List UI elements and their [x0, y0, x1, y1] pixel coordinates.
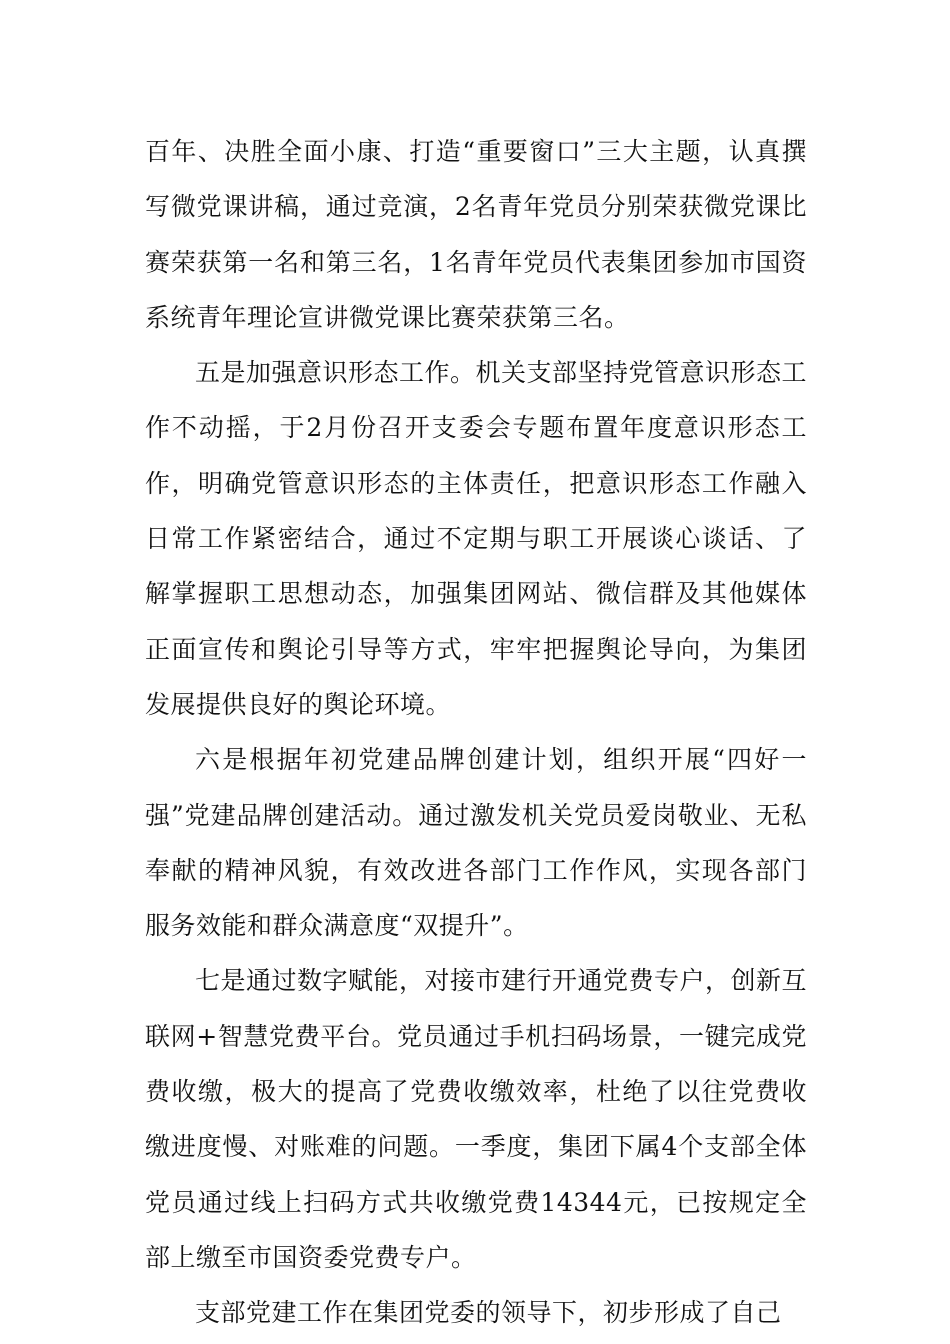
paragraph-summary: 支部党建工作在集团党委的领导下，初步形成了自己 — [195, 1298, 782, 1328]
paragraph-ideology-work: 五是加强意识形态工作。机关支部坚持党管意识形态工作不动摇，于2月份召开支委会专题布置年度意识形态工作，明确党管意识形态的主体责任，把意识形态工作融入日常工作紧密结合，通过不定期与职工开展谈心谈话、了解掌握职工思想动态，加强集团网站、微信群及其他媒体正面宣传和舆论引导等方式，牢牢把握舆论导向，为集团发展提供良好的舆论环境。 — [145, 358, 808, 719]
document-body — [145, 124, 807, 1341]
paragraph-continuation: 百年、决胜全面小康、打造“重要窗口”三大主题，认真撰写微党课讲稿，通过竞演，2名青年党员分别荣获微党课比赛荣获第一名和第三名，1名青年党员代表集团参加市国资系统青年理论宣讲微党课比赛荣获第三名。 — [145, 137, 807, 332]
paragraph-digital-dues: 七是通过数字赋能，对接市建行开通党费专户，创新互联网+智慧党费平台。党员通过手机扫码场景，一键完成党费收缴，极大的提高了党费收缴效率，杜绝了以往党费收缴进度慢、对账难的问题。一季度，集团下属4个支部全体党员通过线上扫码方式共收缴党费14344元，已按规定全部上缴至市国资委党费专户。 — [145, 966, 808, 1272]
paragraph-party-brand: 六是根据年初党建品牌创建计划，组织开展“四好一强”党建品牌创建活动。通过激发机关党员爱岗敬业、无私奉献的精神风貌，有效改进各部门工作作风，实现各部门服务效能和群众满意度“双提升”。 — [145, 745, 807, 941]
